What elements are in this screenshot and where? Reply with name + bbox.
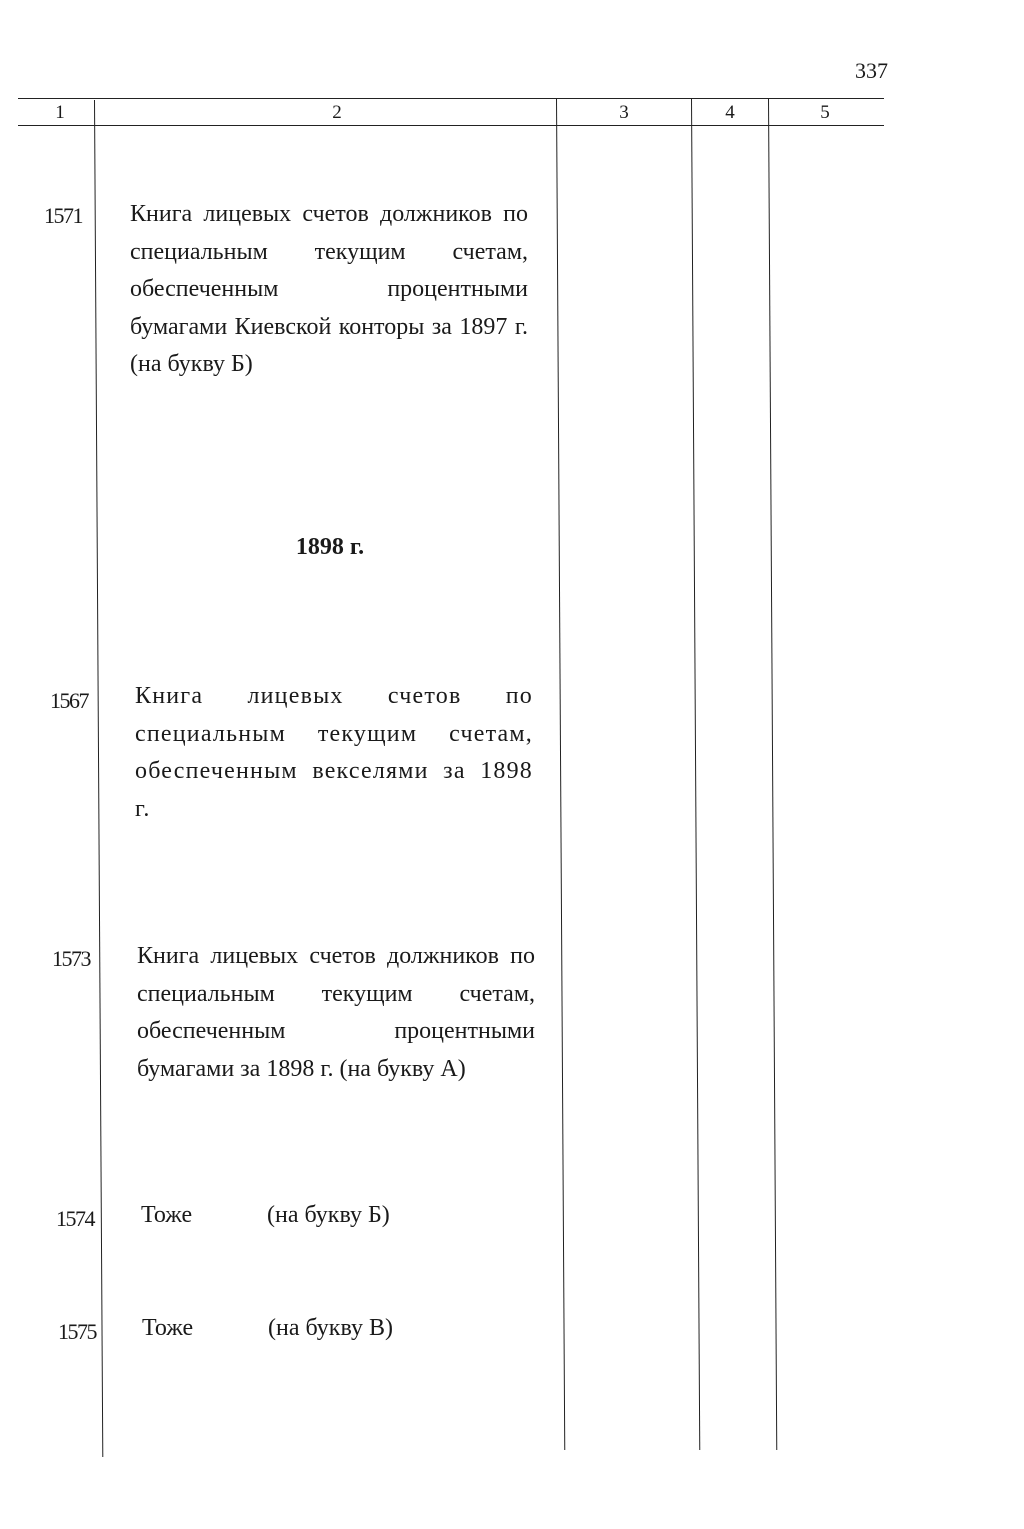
year-heading: 1898 г.	[295, 534, 365, 560]
entry-description: Книга лицевых счетов по специальным текущим счетам, обеспеченным векселями за 1898 г.	[135, 683, 533, 822]
entry-number: 1574	[56, 1206, 94, 1231]
column-divider-3	[691, 98, 700, 1450]
column-header-1: 1	[55, 102, 65, 123]
table-header-rule	[18, 125, 884, 126]
column-divider-2	[556, 98, 565, 1450]
same-as-above-label: Тоже	[141, 1202, 193, 1228]
column-divider-4	[768, 98, 777, 1450]
entry-number: 1571	[44, 203, 82, 228]
column-header-2: 2	[332, 102, 342, 123]
entry-row-same	[141, 1202, 441, 1234]
entry-description: Книга лицевых счетов должников по специальным текущим счетам, обеспеченным процентными бумагами Киевской конторы за 1897 г. (на букву Б)	[130, 201, 528, 377]
same-as-above-label: Тоже	[142, 1315, 194, 1341]
column-header-4: 4	[725, 102, 735, 123]
column-header-3: 3	[619, 102, 629, 123]
letter-note: (на букву Б)	[267, 1202, 390, 1228]
page-number: 337	[855, 58, 888, 83]
table-top-rule	[18, 98, 884, 99]
entry-description: Книга лицевых счетов должников по специальным текущим счетам, обеспеченным процентными бумагами за 1898 г. (на букву А)	[137, 943, 535, 1082]
letter-note: (на букву В)	[268, 1315, 393, 1341]
entry-row-same	[142, 1315, 442, 1347]
entry-number: 1575	[58, 1319, 96, 1344]
entry-number: 1567	[50, 688, 88, 713]
column-divider-1	[94, 100, 103, 1457]
column-header-5: 5	[820, 102, 830, 123]
entry-number: 1573	[52, 946, 90, 971]
